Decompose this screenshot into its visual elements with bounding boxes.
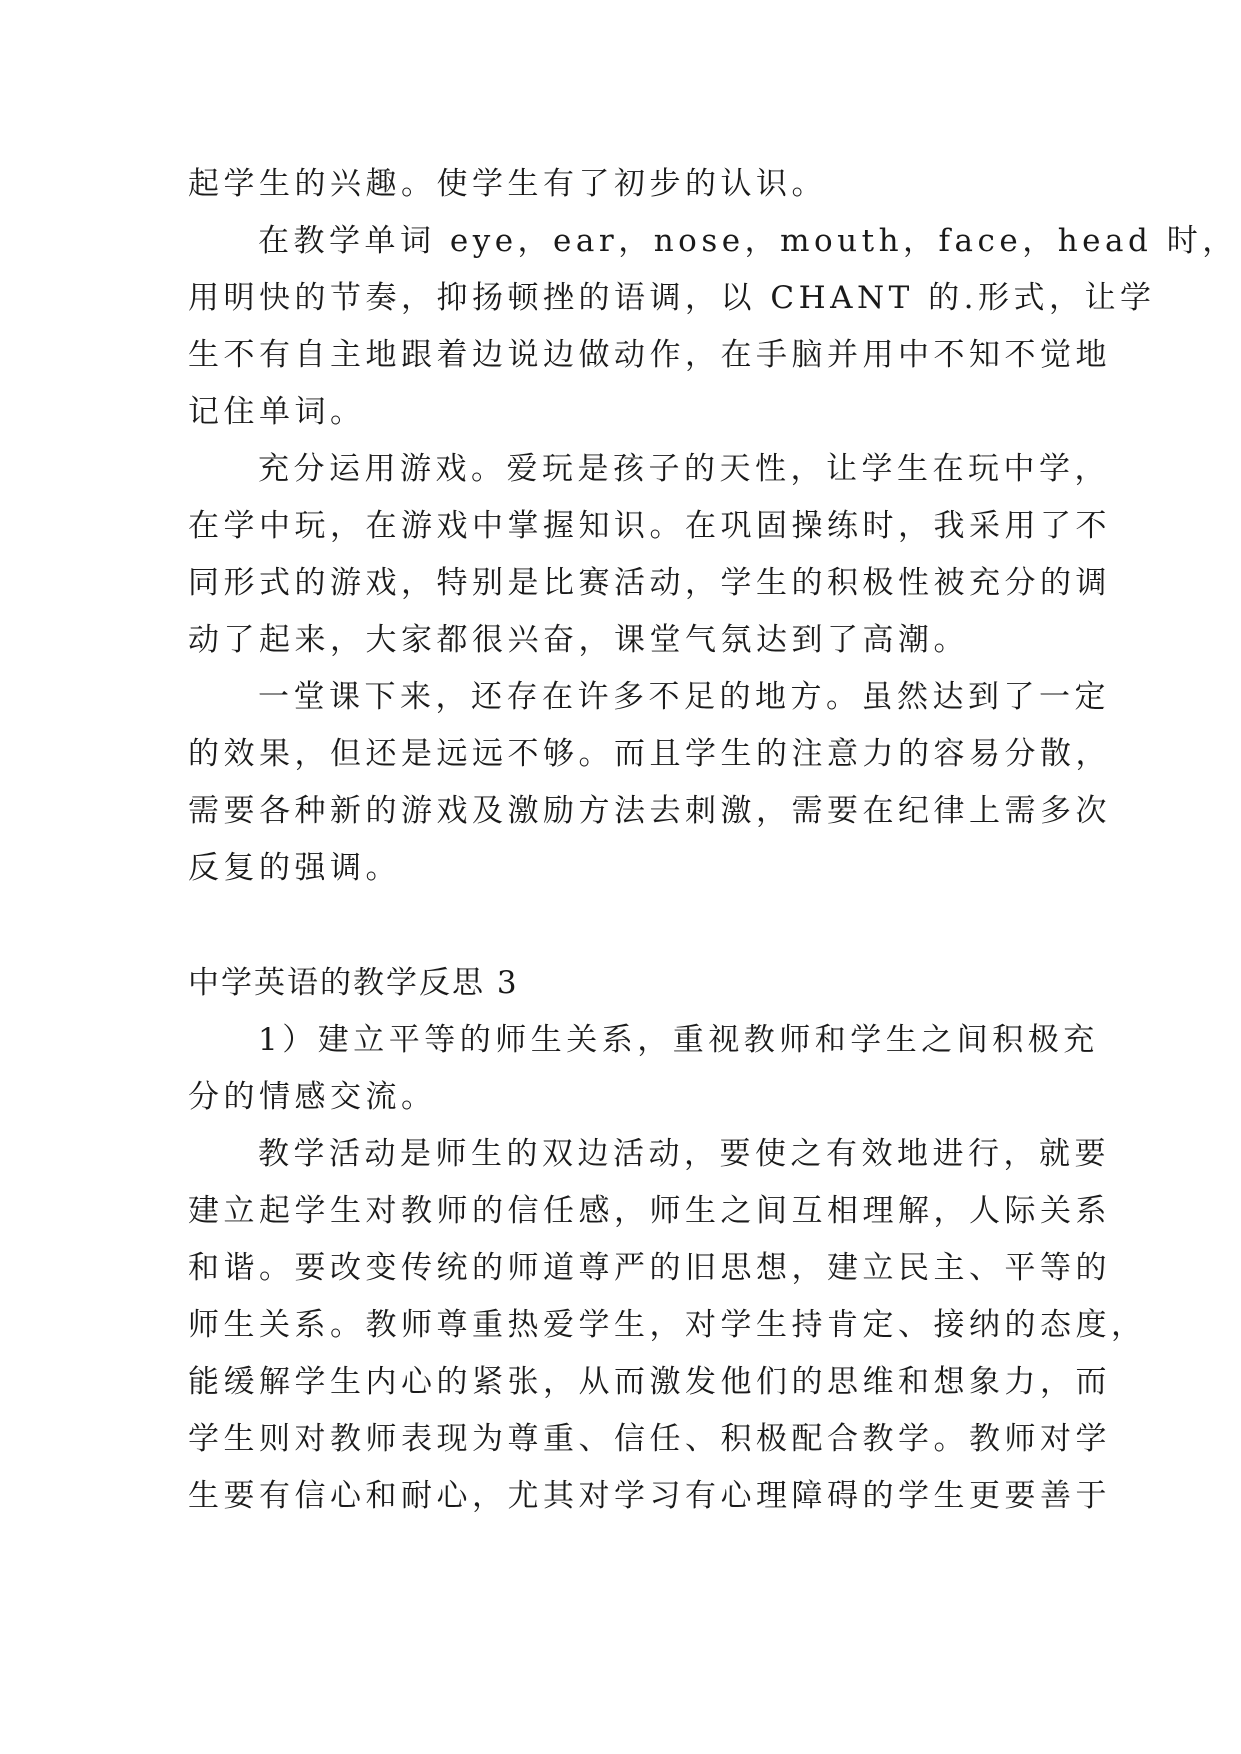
text-line: 生不有自主地跟着边说边做动作，在手脑并用中不知不觉地 xyxy=(188,337,1111,373)
text-line: 学生则对教师表现为尊重、信任、积极配合教学。教师对学 xyxy=(188,1421,1111,1457)
section-1 xyxy=(188,156,1238,897)
paragraph-start-line: 教学活动是师生的双边活动，要使之有效地进行，就要 xyxy=(258,1136,1110,1172)
text-line: 动了起来，大家都很兴奋，课堂气氛达到了高潮。 xyxy=(188,622,969,658)
text-line: 同形式的游戏，特别是比赛活动，学生的积极性被充分的调 xyxy=(188,565,1111,601)
text-line: 需要各种新的游戏及激励方法去刺激，需要在纪律上需多次 xyxy=(188,793,1111,829)
text-line: 师生关系。教师尊重热爱学生，对学生持肯定、接纳的态度， xyxy=(188,1307,1147,1343)
paragraph-start-line: 在教学单词 eye，ear，nose，mouth，face，head 时， xyxy=(258,223,1238,259)
paragraph-start-line: 充分运用游戏。爱玩是孩子的天性，让学生在玩中学， xyxy=(258,451,1110,487)
text-line: 分的情感交流。 xyxy=(188,1079,437,1115)
text-line: 反复的强调。 xyxy=(188,850,401,886)
section-2 xyxy=(188,955,1147,1525)
paragraph-start-line: 1）建立平等的师生关系，重视教师和学生之间积极充 xyxy=(258,1022,1099,1058)
text-line: 和谐。要改变传统的师道尊严的旧思想，建立民主、平等的 xyxy=(188,1250,1111,1286)
section-heading: 中学英语的教学反思 3 xyxy=(188,965,519,1001)
text-line: 起学生的兴趣。使学生有了初步的认识。 xyxy=(188,166,827,202)
text-line: 建立起学生对教师的信任感，师生之间互相理解，人际关系 xyxy=(188,1193,1111,1229)
text-line: 能缓解学生内心的紧张，从而激发他们的思维和想象力，而 xyxy=(188,1364,1111,1400)
text-line: 记住单词。 xyxy=(188,394,366,430)
paragraph-start-line: 一堂课下来，还存在许多不足的地方。虽然达到了一定 xyxy=(258,679,1110,715)
text-line: 的效果，但还是远远不够。而且学生的注意力的容易分散， xyxy=(188,736,1111,772)
section-gap xyxy=(188,897,1058,955)
text-line: 用明快的节奏，抑扬顿挫的语调，以 CHANT 的.形式，让学 xyxy=(188,280,1156,316)
text-line: 生要有信心和耐心，尤其对学习有心理障碍的学生更要善于 xyxy=(188,1478,1111,1514)
text-line: 在学中玩，在游戏中掌握知识。在巩固操练时，我采用了不 xyxy=(188,508,1111,544)
document-page xyxy=(188,156,1238,1525)
